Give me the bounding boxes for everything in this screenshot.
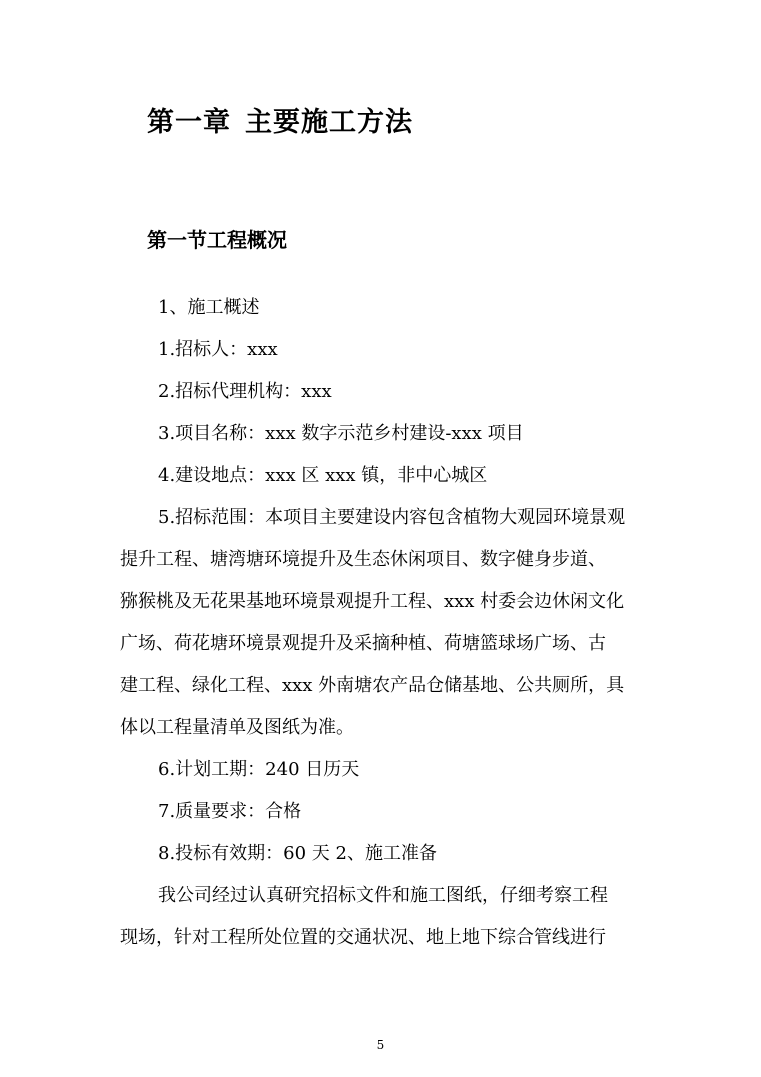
paragraph-line: 建工程、绿化工程、xxx 外南塘农产品仓储基地、公共厕所，具 [120,675,625,696]
paragraph-line: 体以工程量清单及图纸为准。 [120,717,354,738]
item-schedule: 6.计划工期：240 日历天 [158,759,360,780]
item-quality: 7.质量要求：合格 [158,801,302,822]
chapter-title [147,100,413,139]
item-tenderer: 1.招标人：xxx [158,339,278,360]
paragraph-line: 提升工程、塘湾塘环境提升及生态休闲项目、数字健身步道、 [120,549,606,570]
chapter-name: 主要施工方法 [245,107,413,138]
heading-overview: 1、施工概述 [158,297,260,318]
item-location: 4.建设地点：xxx 区 xxx 镇，非中心城区 [158,465,488,486]
paragraph-line: 现场，针对工程所处位置的交通状况、地上地下综合管线进行 [120,927,606,948]
item-validity: 8.投标有效期：60 天 2、施工准备 [158,843,437,864]
item-project-name: 3.项目名称：xxx 数字示范乡村建设-xxx 项目 [158,423,524,444]
item-agency: 2.招标代理机构：xxx [158,381,332,402]
item-scope: 5.招标范围：本项目主要建设内容包含植物大观园环境景观 [158,507,626,528]
page-number: 5 [376,1038,385,1052]
paragraph-line: 猕猴桃及无花果基地环境景观提升工程、xxx 村委会边休闲文化 [120,591,625,612]
chapter-number: 第一章 [147,107,231,138]
paragraph-line: 广场、荷花塘环境景观提升及采摘种植、荷塘篮球场广场、古 [120,633,606,654]
section-title: 第一节工程概况 [147,228,287,252]
paragraph-line: 我公司经过认真研究招标文件和施工图纸，仔细考察工程 [158,885,608,906]
